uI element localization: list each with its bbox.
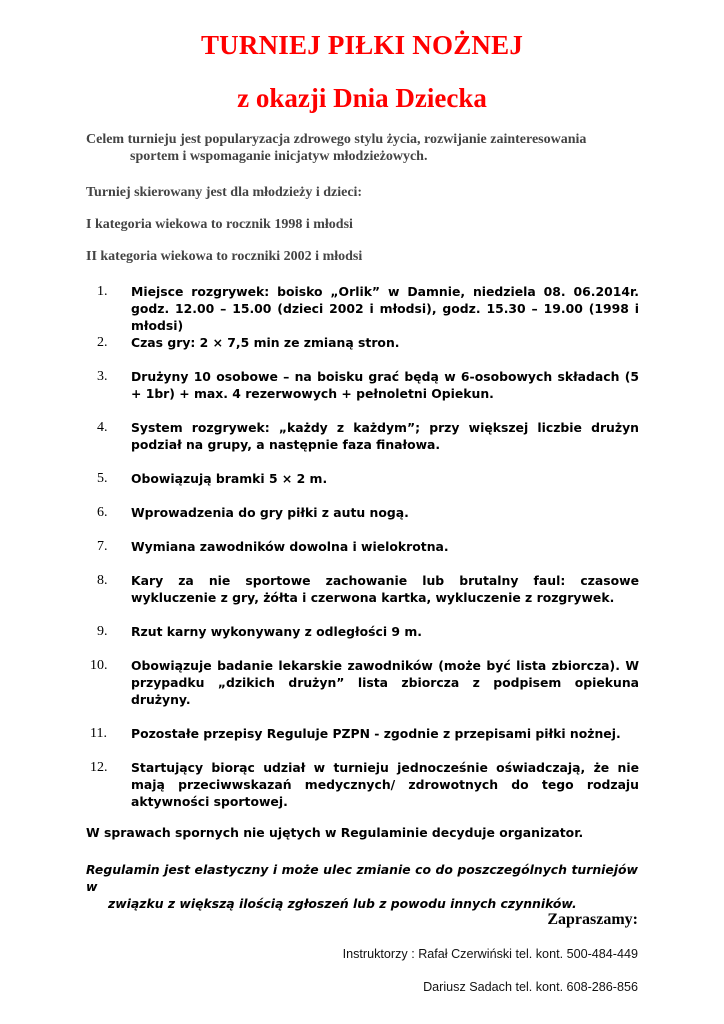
age-category-2: II kategoria wiekowa to roczniki 2002 i młodsi [86, 249, 363, 264]
rule-text: Obowiązują bramki 5 × 2 m. [131, 471, 328, 486]
rule-number: 3. [97, 369, 108, 384]
rule-item [97, 368, 639, 402]
page-title: TURNIEJ PIŁKI NOŻNEJ [200, 30, 524, 60]
rule-item [97, 572, 639, 606]
page-subtitle: z okazji Dnia Dziecka [237, 83, 487, 113]
rules-list [90, 283, 639, 810]
rule-item [97, 538, 639, 555]
rule-item [90, 759, 639, 810]
rule-text: System rozgrywek: „każdy z każdym”; przy większej liczbie drużyn podział na grupy, a następnie faza finałowa. [131, 420, 639, 452]
rule-number: 7. [97, 539, 108, 554]
rule-number: 1. [97, 284, 108, 299]
rule-text: Wymiana zawodników dowolna i wielokrotna. [131, 539, 449, 554]
rule-item [97, 470, 639, 487]
rule-text: Startujący biorąc udział w turnieju jednocześnie oświadczają, że nie mają przeciwwskazań medycznych/ zdrowotnych do tego rodzaju aktywności sportowej. [131, 760, 639, 809]
rule-text: Czas gry: 2 × 7,5 min ze zmianą stron. [131, 335, 400, 350]
rule-text: Rzut karny wykonywany z odległości 9 m. [131, 624, 422, 639]
goal-line-1: Celem turnieju jest popularyzacja zdrowego stylu życia, rozwijanie zainteresowania [86, 132, 587, 147]
rule-number: 8. [97, 573, 108, 588]
rule-text: Miejsce rozgrywek: boisko „Orlik” w Damnie, niedziela 08. 06.2014r. godz. 12.00 – 15.00 (dzieci 2002 i młodsi), godz. 15.30 – 19.00 (1998 i młodsi) [131, 284, 639, 333]
flexibility-note [86, 861, 638, 912]
rule-number: 9. [97, 624, 108, 639]
rule-text: Drużyny 10 osobowe – na boisku grać będą w 6-osobowych składach (5 + 1br) + max. 4 rezerwowych + pełnoletni Opiekun. [131, 369, 639, 401]
age-category-1: I kategoria wiekowa to rocznik 1998 i młodsi [86, 217, 353, 232]
flex-line-2: związku z większą ilością zgłoszeń lub z powodu innych czynników. [108, 896, 577, 911]
rule-item [97, 419, 639, 453]
rule-text: Wprowadzenia do gry piłki z autu nogą. [131, 505, 409, 520]
rule-number: 11. [90, 726, 107, 741]
rule-item [90, 725, 639, 742]
invitation: Zapraszamy: [547, 911, 638, 928]
rule-item [97, 283, 639, 334]
contact-instructor-1: Instruktorzy : Rafał Czerwiński tel. kont. 500-484-449 [342, 947, 638, 961]
rule-number: 4. [97, 420, 108, 435]
rule-text: Obowiązuje badanie lekarskie zawodników (może być lista zbiorcza). W przypadku „dzikich drużyn” lista zbiorcza z podpisem opiekuna drużyny. [131, 658, 639, 707]
rule-number: 2. [97, 335, 108, 350]
flex-line-1: Regulamin jest elastyczny i może ulec zmianie co do poszczególnych turniejów w [86, 862, 638, 894]
tournament-goal [86, 131, 638, 165]
rule-text: Kary za nie sportowe zachowanie lub brutalny faul: czasowe wykluczenie z gry, żółta i czerwona kartka, wykluczenie z rozgrywek. [131, 573, 639, 605]
audience-text: Turniej skierowany jest dla młodzieży i dzieci: [86, 185, 363, 200]
rule-number: 10. [90, 658, 108, 673]
rule-item [97, 623, 639, 640]
rule-number: 6. [97, 505, 108, 520]
goal-line-2: sportem i wspomaganie inicjatyw młodzieżowych. [130, 149, 428, 164]
rule-item [90, 657, 639, 708]
rule-text: Pozostałe przepisy Reguluje PZPN - zgodnie z przepisami piłki nożnej. [131, 726, 621, 741]
contact-instructor-2: Dariusz Sadach tel. kont. 608-286-856 [423, 980, 638, 994]
rule-number: 12. [90, 760, 108, 775]
dispute-clause: W sprawach spornych nie ujętych w Regulaminie decyduje organizator. [86, 825, 584, 840]
rule-number: 5. [97, 471, 108, 486]
rule-item [97, 504, 639, 521]
rule-item [97, 334, 639, 351]
